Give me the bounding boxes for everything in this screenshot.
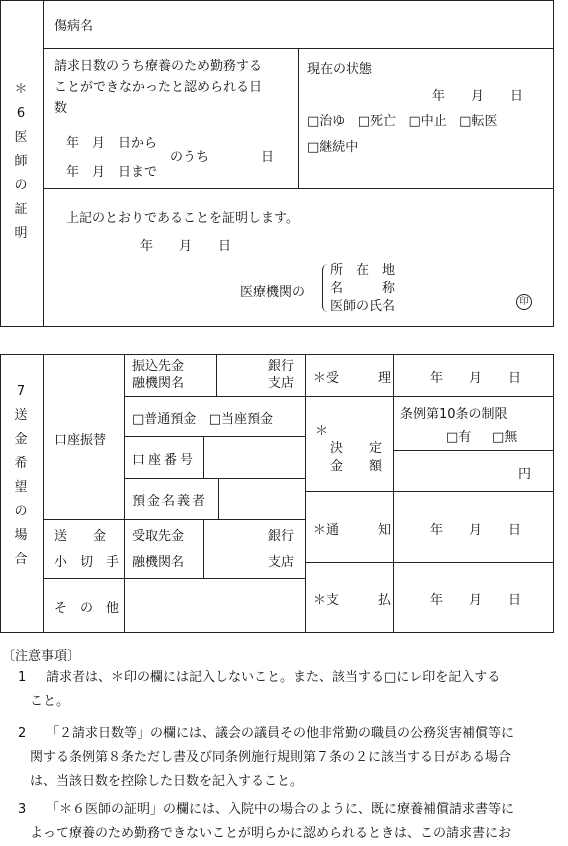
- note-number: 1: [18, 670, 27, 685]
- title-char: 師: [14, 154, 28, 169]
- note-text-line: よって療養のため勤務できないことが明らかに認められるときは、この請求書にお: [30, 826, 512, 841]
- title-char: 明: [14, 226, 28, 241]
- option-label: 無: [504, 430, 518, 445]
- option-label: 当座預金: [221, 412, 274, 427]
- option-label: 治ゆ: [319, 114, 346, 129]
- note-text-line: 「２請求日数等」の欄には、議会の議員その他非常勤の職員の公務災害補償等に: [46, 726, 515, 741]
- transfer-bank-field[interactable]: [268, 358, 294, 392]
- status-checkbox-continuing[interactable]: □継続中: [307, 140, 359, 155]
- to-date-text: 年 月 日まで: [66, 165, 158, 180]
- status-date: 年 月 日: [432, 89, 524, 104]
- payment-label: ＊支 払: [313, 593, 392, 608]
- option-label: 有: [458, 430, 472, 445]
- text-line: ことができなかったと認められる日: [54, 80, 263, 95]
- status-checkbox-stop[interactable]: □中止: [408, 114, 447, 129]
- injury-name-label: 傷病名: [54, 19, 94, 34]
- seal-mark: 印: [516, 294, 532, 310]
- note-number: 3: [18, 802, 27, 817]
- doctor-name-label: 医師の氏名: [330, 299, 396, 314]
- certify-date: 年 月 日: [140, 239, 232, 254]
- status-checkbox-death[interactable]: □死亡: [357, 114, 397, 129]
- decision-amount-label: [330, 440, 382, 476]
- note-item: [0, 798, 568, 846]
- note-text-line: は、当該日数を控除した日数を記入すること。: [30, 774, 304, 789]
- checkbox-limit-no[interactable]: □無: [491, 430, 518, 445]
- institution-lines: [330, 262, 395, 316]
- status-checkbox-cure[interactable]: □治ゆ: [307, 114, 346, 129]
- option-label: 普通預金: [144, 412, 197, 427]
- deposit-type-row: [132, 408, 273, 427]
- receipt-label: ＊受 理: [313, 371, 392, 386]
- text-line: 決 定: [330, 441, 383, 456]
- title-char: ＊: [14, 82, 28, 97]
- text-line: 請求日数のうち療養のため勤務する: [54, 59, 263, 74]
- title-char: 場: [14, 528, 28, 543]
- payment-date: 年 月 日: [430, 593, 522, 608]
- checkbox-ordinary-deposit[interactable]: □普通預金: [132, 412, 197, 427]
- notes-title: 〔注意事項〕: [2, 649, 81, 664]
- note-text-line: 「＊６医師の証明」の欄には、入院中の場合のように、既に療養補償請求書等に: [46, 802, 515, 817]
- checkbox-current-deposit[interactable]: □当座預金: [208, 412, 274, 427]
- title-char: の: [14, 178, 28, 193]
- status-label: 現在の状態: [307, 62, 373, 77]
- institution-address-label: 所 在 地: [330, 263, 396, 278]
- title-char: 6: [16, 106, 26, 121]
- text-line: 金 額: [330, 459, 383, 474]
- institution-brace: [322, 264, 329, 312]
- checkbox-limit-yes[interactable]: □有: [446, 430, 472, 445]
- title-char: 証: [14, 202, 28, 217]
- decision-asterisk: ＊: [315, 424, 329, 439]
- title-char: 医: [14, 130, 28, 145]
- title-char: 希: [14, 456, 28, 471]
- option-label: 死亡: [370, 114, 397, 129]
- text-line: 送 金: [54, 529, 107, 544]
- title-char: 金: [14, 432, 28, 447]
- limit-label: 条例第10条の制限: [400, 407, 508, 422]
- account-transfer-label: 口座振替: [54, 433, 107, 448]
- option-label: 中止: [420, 114, 447, 129]
- institution-name-label: 名 称: [330, 281, 396, 296]
- section-6-vertical-title: [13, 78, 29, 246]
- institution-label: 医療機関の: [240, 285, 306, 300]
- receiving-bank-field[interactable]: [268, 524, 294, 576]
- title-char: 送: [14, 408, 28, 423]
- notice-date: 年 月 日: [430, 523, 522, 538]
- title-char: の: [14, 504, 28, 519]
- notice-label: ＊通 知: [313, 523, 392, 538]
- text-line: 融機関名: [132, 376, 185, 391]
- text-line: 小 切 手: [54, 555, 120, 570]
- receiving-bank-label: [132, 524, 184, 576]
- section-7-vertical-title: [13, 380, 29, 572]
- note-text-line: 請求者は、＊印の欄には記入しないこと。また、該当する□にレ印を記入する: [46, 670, 501, 685]
- bank-suffix: 銀行: [268, 359, 295, 374]
- account-number-label: 口座番号: [132, 453, 197, 468]
- account-holder-label: 預金名義者: [132, 494, 208, 509]
- from-date-text: 年 月 日から: [66, 136, 158, 151]
- title-char: 合: [14, 552, 28, 567]
- certify-text: 上記のとおりであることを証明します。: [66, 211, 299, 226]
- status-checkbox-transfer[interactable]: □転医: [459, 114, 498, 129]
- note-number: 2: [18, 726, 27, 741]
- note-text-line: 関する条例第８条ただし書及び同条例施行規則第７条の２に該当する日がある場合: [30, 750, 512, 765]
- branch-suffix: 支店: [268, 376, 295, 391]
- text-line: 受取先金: [132, 529, 185, 544]
- status-options-row: [307, 110, 497, 129]
- text-line: 数: [54, 101, 68, 116]
- treatment-days-text: [54, 56, 262, 119]
- note-text-line: こと。: [30, 694, 70, 709]
- text-line: 融機関名: [132, 555, 185, 570]
- note-item: [0, 666, 568, 714]
- other-label: そ の 他: [54, 601, 120, 616]
- branch-suffix: 支店: [268, 555, 295, 570]
- bank-suffix: 銀行: [268, 529, 295, 544]
- option-label: 継続中: [319, 140, 359, 155]
- title-char: 7: [16, 384, 26, 399]
- receipt-date: 年 月 日: [430, 371, 522, 386]
- option-label: 転医: [471, 114, 498, 129]
- note-item: [0, 722, 568, 794]
- title-char: 望: [14, 480, 28, 495]
- transfer-bank-label: [132, 358, 184, 392]
- yen-unit: 円: [518, 467, 532, 482]
- limit-options: [446, 426, 517, 445]
- of-which-days-text: のうち 日: [170, 150, 275, 165]
- text-line: 振込先金: [132, 359, 185, 374]
- check-label: [54, 524, 119, 576]
